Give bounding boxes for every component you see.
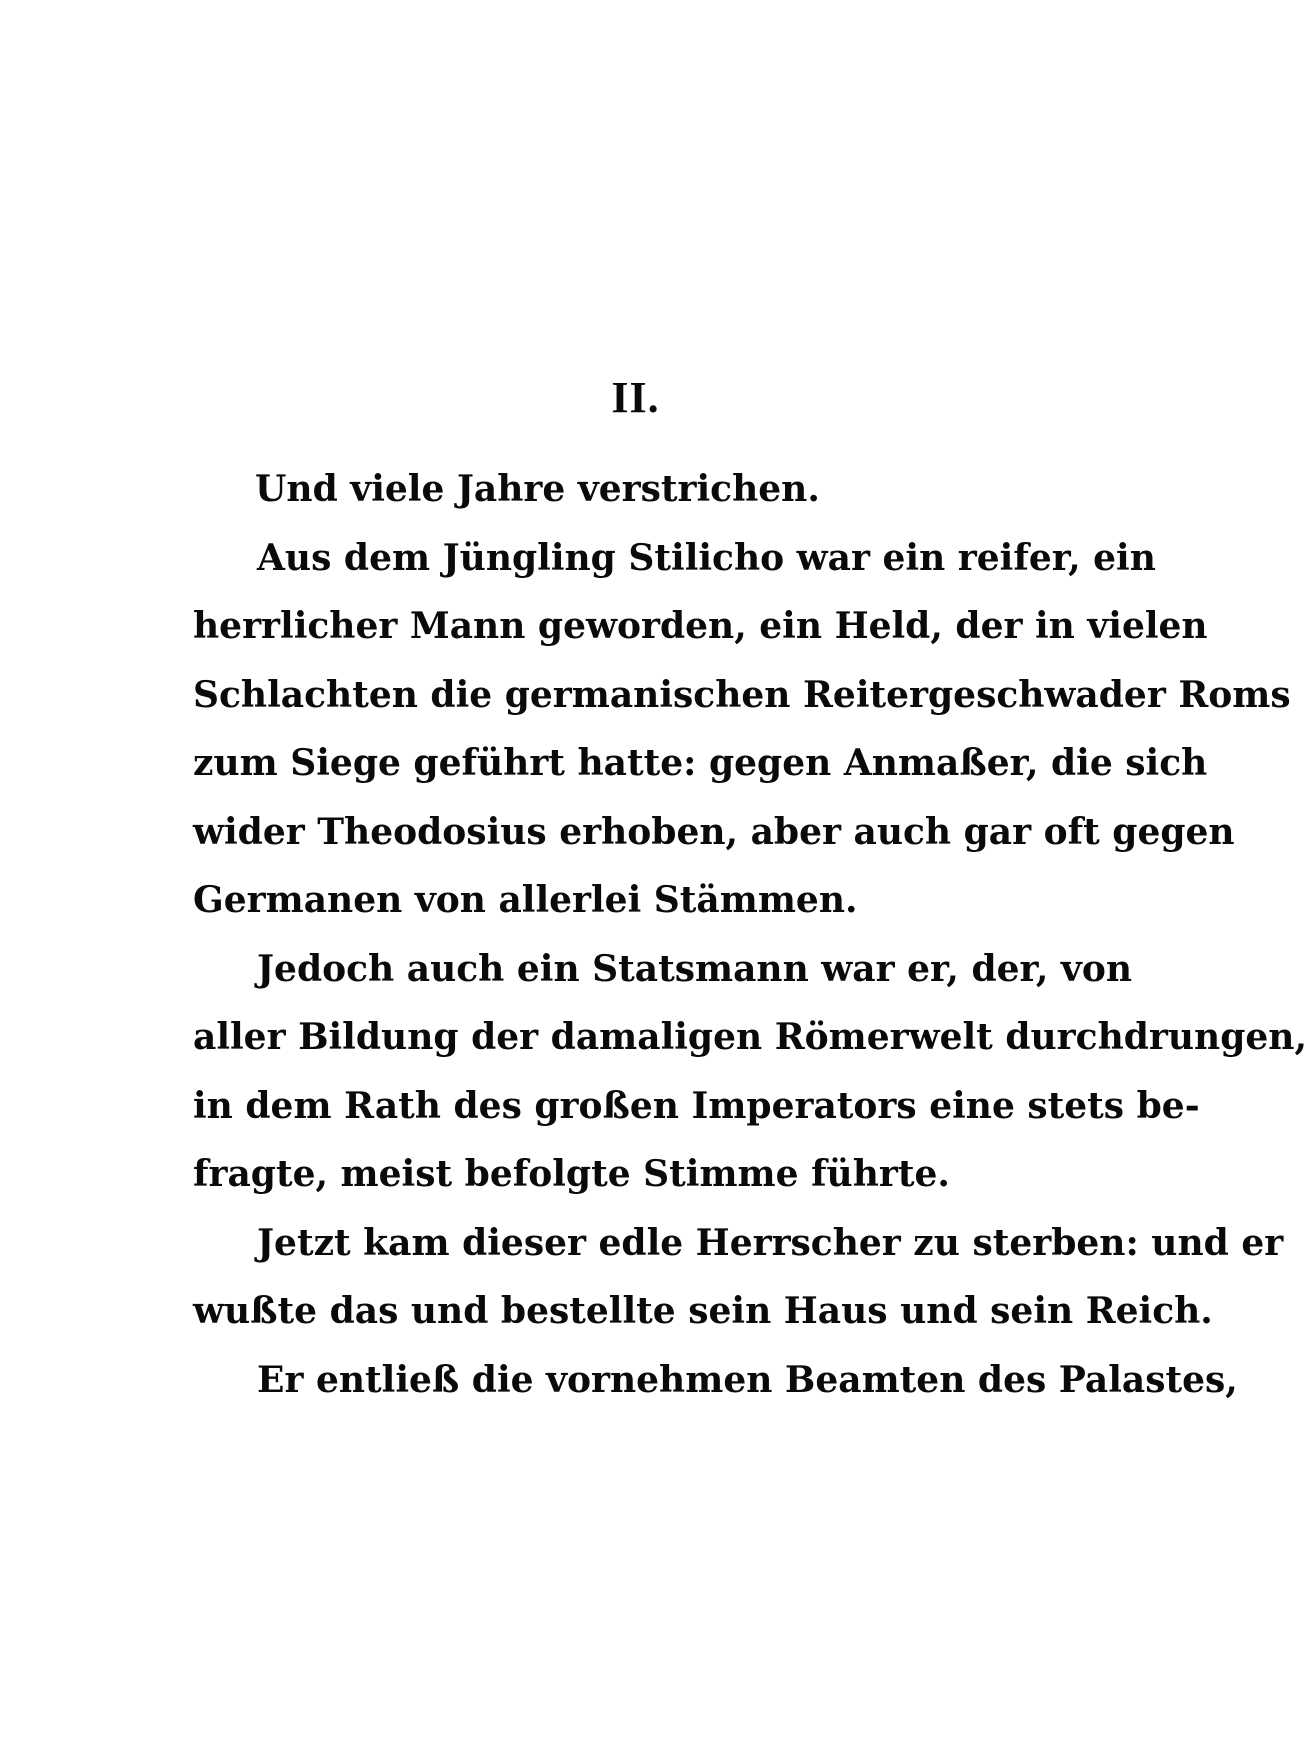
text-line: wußte das und bestellte sein Haus und sein Reich. [193,1290,1213,1332]
text-line: herrlicher Mann geworden, ein Held, der in vielen [193,605,1208,647]
paragraph-1 [193,455,1050,524]
text-line: Schlachten die germanischen Reitergeschwader Roms [193,673,1291,716]
paragraph-3 [193,935,1307,1209]
text-line: zum Siege geführt hatte: gegen Anmaßer, die sich [193,742,1208,784]
text-line: Jetzt kam dieser edle Herrscher zu sterben: und er [257,1221,1284,1264]
text-line: in dem Rath des großen Imperators eine stets be- [193,1084,1200,1127]
paragraph-5 [193,1346,1238,1415]
text-line: fragte, meist befolgte Stimme führte. [193,1153,950,1195]
text-line: Und viele Jahre verstrichen. [255,468,820,510]
body-text [193,455,1307,1414]
paragraph-2 [193,524,1291,935]
text-line: Germanen von allerlei Stämmen. [193,879,858,921]
text-line: Er entließ die vornehmen Beamten des Palastes, [257,1358,1238,1401]
paragraph-4 [193,1209,1284,1346]
text-line: wider Theodosius erhoben, aber auch gar oft gegen [193,810,1235,853]
text-line: Jedoch auch ein Statsmann war er, der, von [257,947,1133,990]
text-line: Aus dem Jüngling Stilicho war ein reifer, ein [257,536,1156,579]
text-line: aller Bildung der damaligen Römerwelt durchdrungen, [193,1016,1307,1058]
chapter-number: II. [611,373,660,422]
